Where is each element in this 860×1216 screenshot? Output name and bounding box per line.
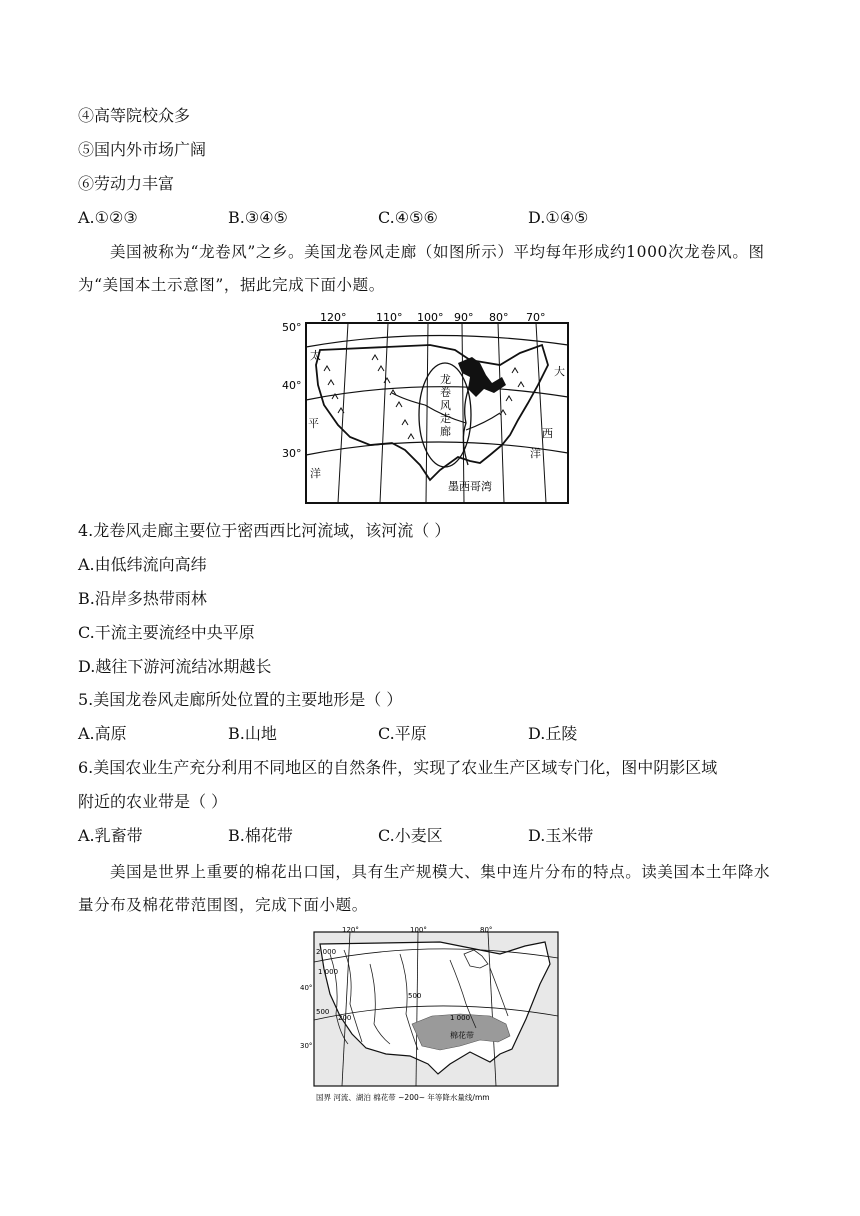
isohyet-label-500-west: 500 <box>316 1008 330 1016</box>
q5-option-c: C.平原 <box>378 724 427 743</box>
lon-label-90: 90° <box>454 311 474 324</box>
map2-legend: 国界 河流、湖泊 棉花带 ~200~ 年等降水量线/mm <box>316 1093 490 1102</box>
us-tornado-alley-map <box>280 305 580 505</box>
map2-lat-40: 40° <box>300 984 313 992</box>
q5-stem: 5.美国龙卷风走廊所处位置的主要地形是（ ） <box>78 690 403 709</box>
lon-label-70: 70° <box>526 311 546 324</box>
q6-option-d: D.玉米带 <box>528 826 594 845</box>
q4-option-d: D.越往下游河流结冰期越长 <box>78 657 272 676</box>
map2-lon-80: 80° <box>480 926 493 934</box>
q3-option-c: C.④⑤⑥ <box>378 208 438 227</box>
q6-stem-line1: 6.美国农业生产充分利用不同地区的自然条件，实现了农业生产区域专门化，图中阴影区域 <box>78 758 718 777</box>
atlantic-label-3: 洋 <box>530 447 541 460</box>
q5-option-a: A.高原 <box>78 724 127 743</box>
lon-label-120: 120° <box>320 311 347 324</box>
map2-lat-30: 30° <box>300 1042 313 1050</box>
isohyet-label-1000-west: 1 000 <box>318 968 339 976</box>
corridor-label-5: 廊 <box>440 425 451 438</box>
atlantic-label-1: 大 <box>554 365 565 378</box>
q4-option-b: B.沿岸多热带雨林 <box>78 589 207 608</box>
isohyet-label-200: 200 <box>338 1014 352 1022</box>
q3-option-b: B.③④⑤ <box>228 208 288 227</box>
lat-label-30: 30° <box>282 447 302 460</box>
isohyet-label-1000-east: 1 000 <box>450 1014 471 1022</box>
q4-option-a: A.由低纬流向高纬 <box>78 555 207 574</box>
intro-paragraph-tornado: 美国被称为“龙卷风”之乡。美国龙卷风走廊（如图所示）平均每年形成约1000次龙卷风。图为“美国本土示意图”，据此完成下面小题。 <box>78 243 765 294</box>
map2-lon-100: 100° <box>410 926 427 934</box>
atlantic-label-2: 西 <box>542 427 553 440</box>
q6-option-c: C.小麦区 <box>378 826 443 845</box>
gulf-label: 墨西哥湾 <box>448 480 492 493</box>
map2-lon-120: 120° <box>342 926 359 934</box>
cotton-belt-label: 棉花带 <box>450 1031 474 1040</box>
intro-paragraph-cotton: 美国是世界上重要的棉花出口国，具有生产规模大、集中连片分布的特点。读美国本土年降水量分布及棉花带范围图，完成下面小题。 <box>78 863 771 914</box>
corridor-label-2: 卷 <box>440 386 451 399</box>
q5-option-b: B.山地 <box>228 724 277 743</box>
q3-option-a: A.①②③ <box>78 208 138 227</box>
q6-option-b: B.棉花带 <box>228 826 293 845</box>
q6-stem-line2: 附近的农业带是（ ） <box>78 792 228 811</box>
lon-label-110: 110° <box>376 311 403 324</box>
q6-option-a: A.乳畜带 <box>78 826 143 845</box>
isohyet-label-2000: 2 000 <box>316 948 337 956</box>
q4-option-c: C.干流主要流经中央平原 <box>78 623 255 642</box>
lon-label-80: 80° <box>489 311 509 324</box>
lon-label-100: 100° <box>417 311 444 324</box>
lat-label-50: 50° <box>282 321 302 334</box>
pacific-label-2: 平 <box>308 417 319 430</box>
corridor-label-3: 风 <box>440 399 451 412</box>
us-precipitation-cotton-map <box>300 924 562 1106</box>
statement-6: ⑥劳动力丰富 <box>78 174 175 193</box>
statement-4: ④高等院校众多 <box>78 106 191 125</box>
statement-5: ⑤国内外市场广阔 <box>78 140 207 159</box>
pacific-label-3: 洋 <box>310 467 321 480</box>
q4-stem: 4.龙卷风走廊主要位于密西西比河流域，该河流（ ） <box>78 521 451 540</box>
q5-option-d: D.丘陵 <box>528 724 578 743</box>
lat-label-40: 40° <box>282 379 302 392</box>
isohyet-label-500-east: 500 <box>408 992 422 1000</box>
corridor-label-4: 走 <box>440 412 451 425</box>
pacific-label-1: 太 <box>310 349 321 362</box>
corridor-label-1: 龙 <box>440 373 451 386</box>
q3-option-d: D.①④⑤ <box>528 208 589 227</box>
